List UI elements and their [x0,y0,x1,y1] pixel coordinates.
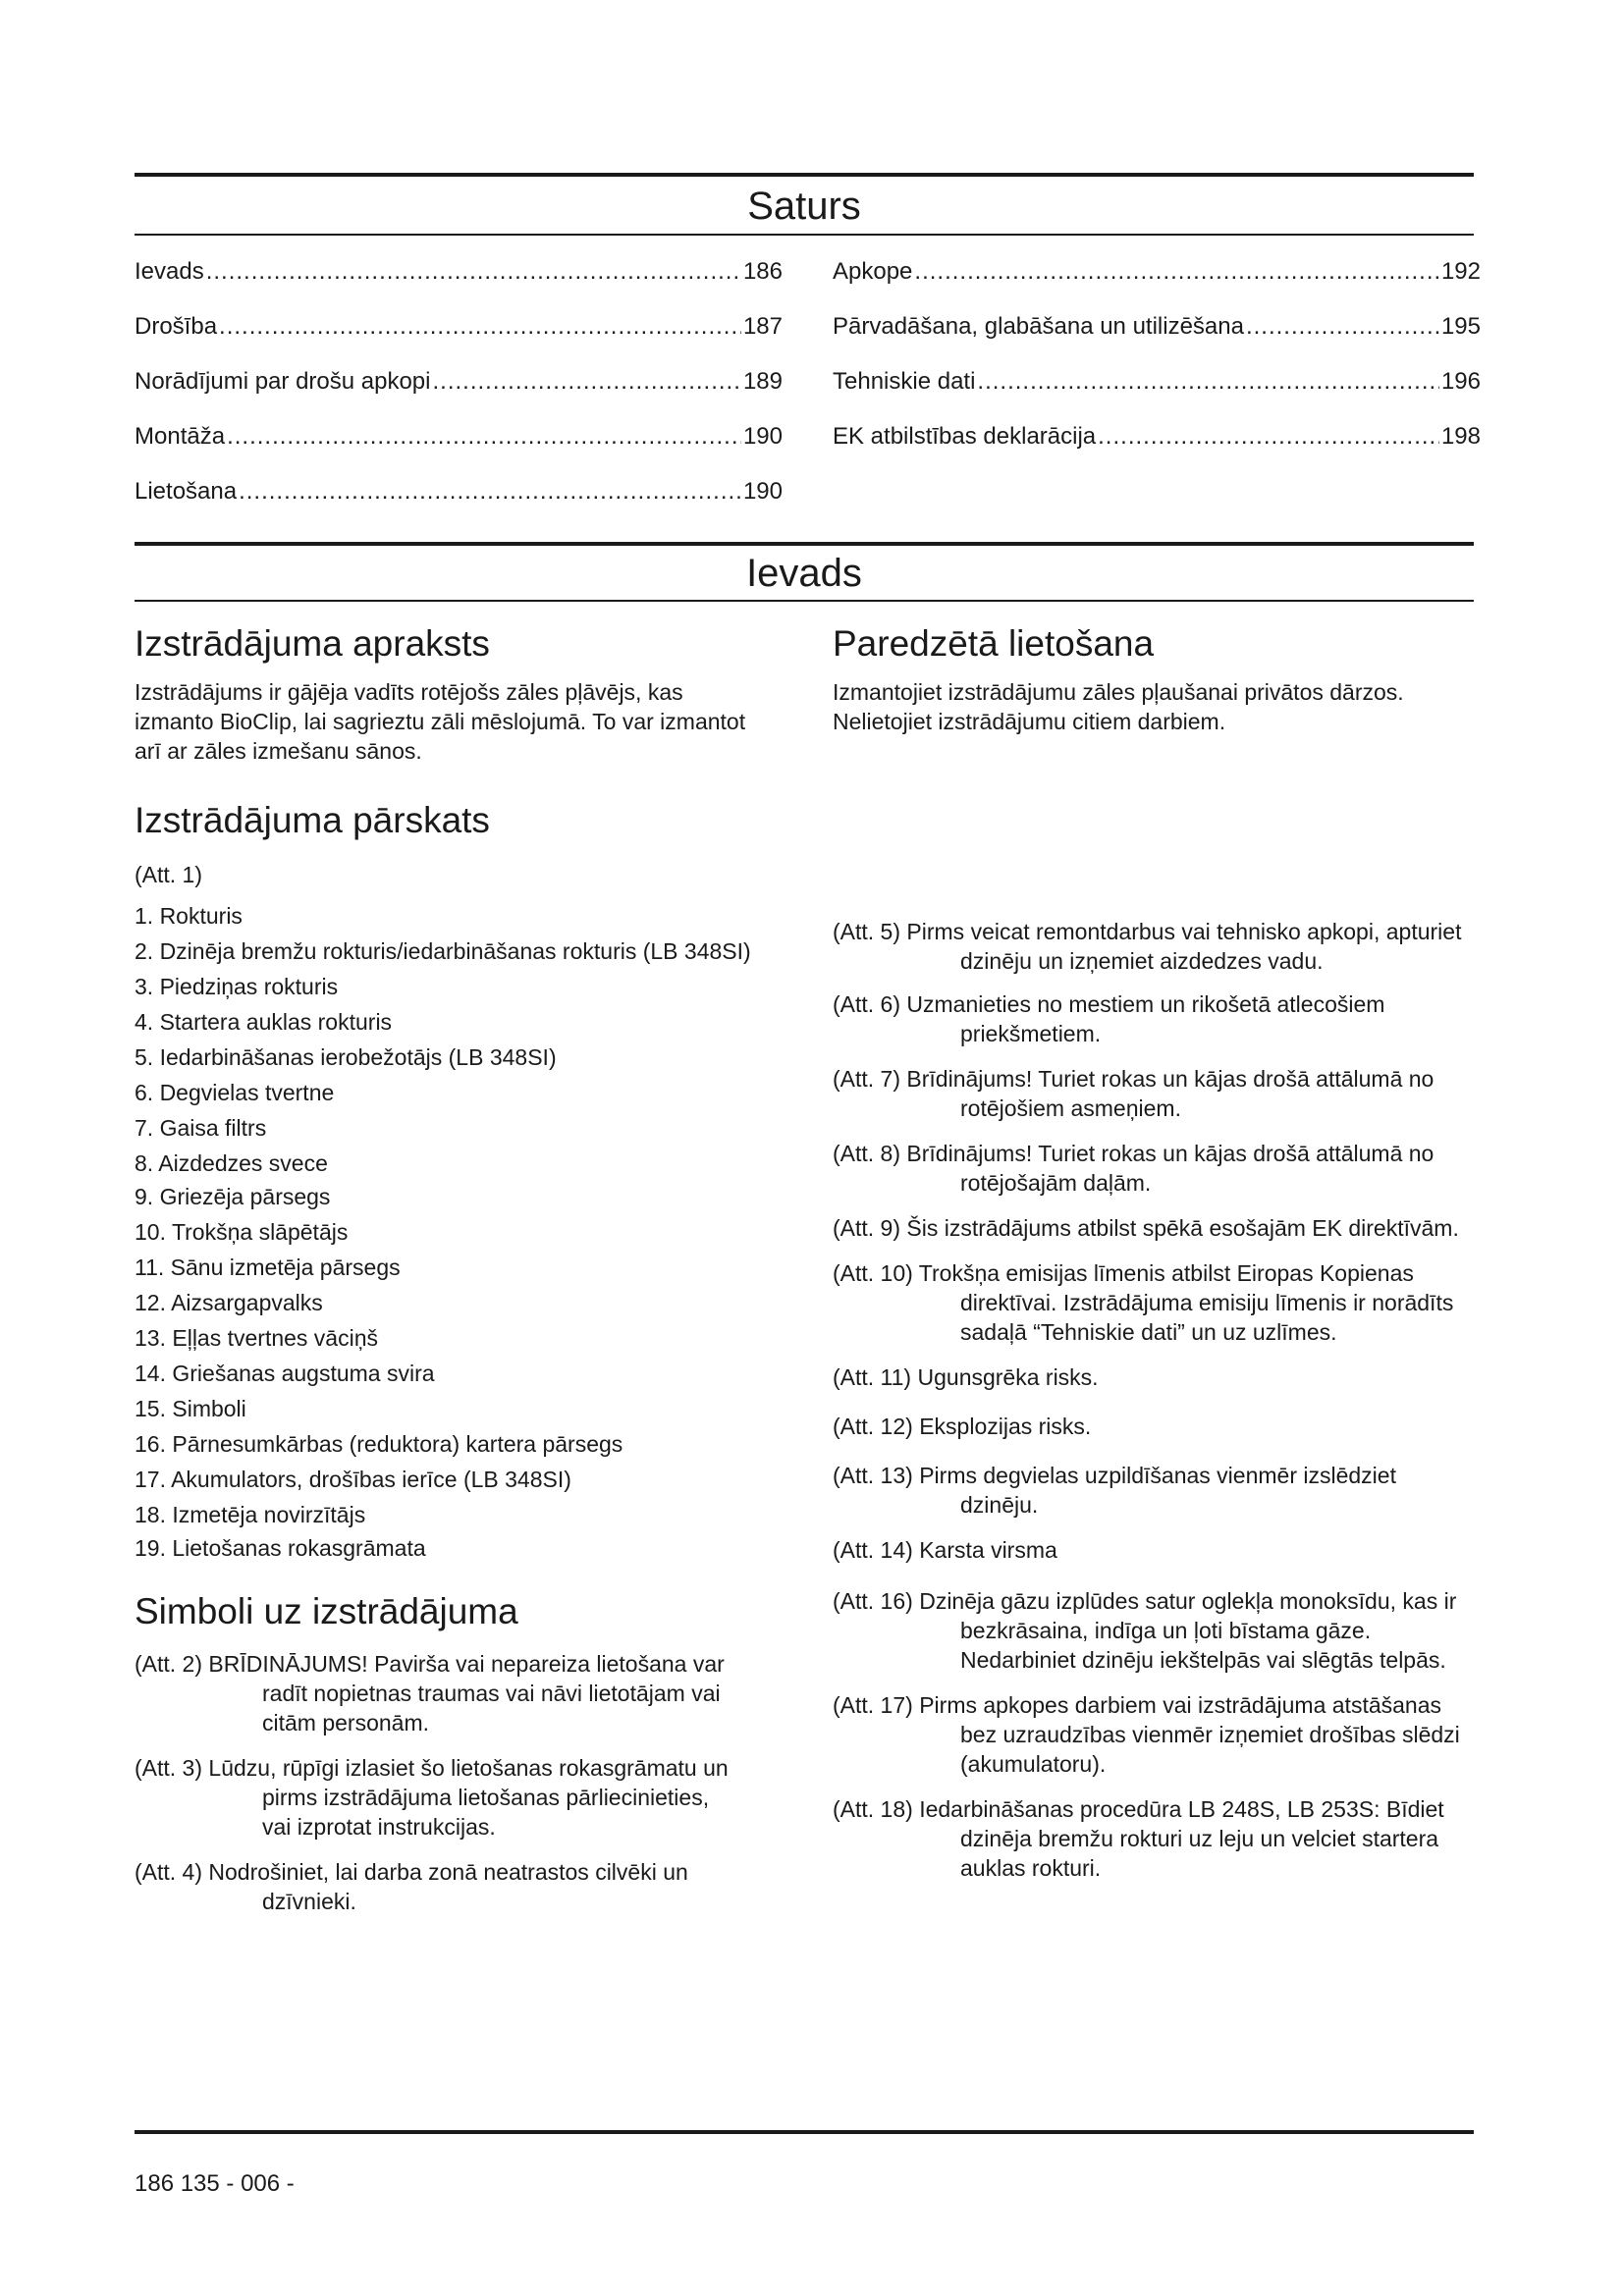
page-footer: 186 135 - 006 - [135,2170,295,2197]
toc-label: Apkope [833,258,913,285]
list-item: 7. Gaisa filtrs [135,1115,267,1141]
att-text: Dzinēja gāzu izplūdes satur oglekļa monoksīdu, kas ir bezkrāsaina, indīga un ļoti bīstama gāze. Nedarbiniet dzinēju iekštelpās vai slēgtās telpās. [919,1588,1457,1673]
toc-page: 189 [742,368,783,395]
toc-label: Norādījumi par drošu apkopi [135,368,431,395]
list-item: 13. Eļļas tvertnes vāciņš [135,1325,379,1351]
symbol-entry [833,1362,1476,1392]
list-item: 1. Rokturis [135,903,243,929]
toc-label: Montāža [135,423,226,450]
contents-bottom-rule [135,234,1474,236]
list-item: 15. Simboli [135,1396,246,1421]
toc-page: 198 [1440,423,1481,450]
toc-label: EK atbilstības deklarācija [833,423,1097,450]
symbol-entry [833,1064,1476,1123]
att-text: BRĪDINĀJUMS! Pavirša vai nepareiza lietošana var radīt nopietnas traumas vai nāvi lietotājam vai citām personām. [208,1651,725,1735]
toc-leader [227,422,741,452]
toc-entry-montaza[interactable] [135,422,783,452]
list-item: 8. Aizdedzes svece [135,1150,328,1176]
att-text: Uzmanieties no mestiem un rikošetā atlecošiem priekšmetiem. [906,991,1385,1046]
symbol-entry [833,989,1476,1048]
toc-label: Tehniskie dati [833,368,976,395]
contents-title: Saturs [747,185,861,228]
toc-leader [977,367,1439,397]
att-ref: (Att. 5) [833,919,901,944]
list-item: 12. Aizsargapvalks [135,1290,323,1315]
symbol-entry [833,1690,1476,1779]
toc-leader [206,257,741,287]
toc-page: 190 [742,423,783,450]
list-item: 16. Pārnesumkārbas (reduktora) kartera pārsegs [135,1431,623,1457]
list-item: 19. Lietošanas rokasgrāmata [135,1535,426,1561]
symbol-entry [833,1535,1476,1565]
footer-rule [135,2130,1474,2134]
intended-use-text: Izmantojiet izstrādājumu zāles pļaušanai privātos dārzos. Nelietojiet izstrādājumu citiem darbiem. [833,679,1404,734]
toc-leader [433,367,741,397]
intended-use-heading: Paredzētā lietošana [833,623,1155,664]
att-ref: (Att. 17) [833,1692,913,1718]
intro-top-rule [135,542,1474,546]
symbol-entry [833,1794,1476,1883]
att-text: Nodrošiniet, lai darba zonā neatrastos cilvēki un dzīvnieki. [208,1859,688,1914]
att-ref: (Att. 3) [135,1755,203,1781]
toc-entry-ievads[interactable] [135,257,783,287]
toc-entry-apkopi[interactable] [135,367,783,397]
symbol-entry [833,1258,1476,1347]
symbol-entry [833,1461,1476,1520]
left-column [135,622,763,1916]
toc-entry-tehniskie-dati[interactable] [833,367,1481,397]
toc-entry-drosiba[interactable] [135,312,783,342]
intro-title: Ievads [746,552,862,595]
toc-label: Pārvadāšana, glabāšana un utilizēšana [833,313,1244,340]
att-text: Karsta virsma [919,1537,1057,1563]
symbol-entry [135,1857,743,1916]
toc-entry-lietosana[interactable] [135,477,783,507]
att-ref: (Att. 13) [833,1463,913,1488]
list-item: 5. Iedarbināšanas ierobežotājs (LB 348SI) [135,1044,557,1070]
att-text: Lūdzu, rūpīgi izlasiet šo lietošanas rokasgrāmatu un pirms izstrādājuma lietošanas pārliecinieties, vai izprotat instrukcijas. [208,1755,729,1840]
toc-page: 187 [742,313,783,340]
toc-leader [219,312,741,342]
list-item: 14. Griešanas augstuma svira [135,1361,435,1386]
att-ref: (Att. 14) [833,1537,913,1563]
product-description-heading: Izstrādājuma apraksts [135,623,490,664]
att-text: Pirms degvielas uzpildīšanas vienmēr izslēdziet dzinēju. [919,1463,1396,1518]
list-item: 3. Piedziņas rokturis [135,974,339,999]
att-ref: (Att. 18) [833,1796,913,1822]
list-item: 10. Trokšņa slāpētājs [135,1219,349,1245]
symbol-entry [833,1139,1476,1198]
toc-page: 186 [742,258,783,285]
toc-entry-parvadasana[interactable] [833,312,1481,342]
list-item: 9. Griezēja pārsegs [135,1184,331,1209]
intro-bottom-rule [135,600,1474,602]
symbol-entry [833,1213,1476,1243]
product-description-text: Izstrādājums ir gājēja vadīts rotējošs zāles pļāvējs, kas izmanto BioClip, lai sagrieztu zāli mēslojumā. To var izmantot arī ar zāles izmešanu sānos. [135,679,746,764]
toc-label: Drošība [135,313,218,340]
att-ref: (Att. 10) [833,1260,913,1286]
att-text: Brīdinājums! Turiet rokas un kājas drošā attālumā no rotējošajām daļām. [906,1141,1435,1196]
right-column [833,622,1481,1881]
symbol-entry [135,1753,743,1842]
list-item: 11. Sānu izmetēja pārsegs [135,1255,401,1280]
att-text: Eksplozijas risks. [919,1414,1092,1439]
toc-page: 195 [1440,313,1481,340]
symbols-heading: Simboli uz izstrādājuma [135,1591,518,1631]
overview-heading: Izstrādājuma pārskats [135,800,490,840]
att-ref: (Att. 2) [135,1651,203,1677]
toc-label: Ievads [135,258,204,285]
contents-top-rule [135,173,1474,177]
list-item: 6. Degvielas tvertne [135,1080,335,1105]
list-item: 17. Akumulators, drošības ierīce (LB 348SI) [135,1467,571,1492]
overview-list [135,901,763,1563]
toc-leader [239,477,741,507]
overview-ref: (Att. 1) [135,862,203,887]
att-text: Pirms apkopes darbiem vai izstrādājuma atstāšanas bez uzraudzības vienmēr izņemiet drošības slēdzi (akumulatoru). [919,1692,1460,1777]
toc-label: Lietošana [135,478,238,505]
att-ref: (Att. 9) [833,1215,901,1241]
list-item: 18. Izmetēja novirzītājs [135,1502,366,1527]
list-item: 4. Startera auklas rokturis [135,1009,393,1035]
att-text: Pirms veicat remontdarbus vai tehnisko apkopi, apturiet dzinēju un izņemiet aizdedzes vadu. [906,919,1462,974]
att-text: Ugunsgrēka risks. [917,1364,1099,1390]
toc-page: 196 [1440,368,1481,395]
att-ref: (Att. 4) [135,1859,203,1885]
toc-entry-ek-deklaracija[interactable] [833,422,1481,452]
symbol-entry [833,1412,1476,1441]
toc-leader [1098,422,1439,452]
toc-entry-apkope[interactable] [833,257,1481,287]
att-ref: (Att. 16) [833,1588,913,1614]
toc-leader [1246,312,1439,342]
att-ref: (Att. 7) [833,1066,901,1092]
symbol-entry [135,1649,743,1737]
symbol-entry [833,917,1476,976]
att-text: Iedarbināšanas procedūra LB 248S, LB 253S: Bīdiet dzinēja bremžu rokturi uz leju un velciet startera auklas rokturi. [919,1796,1444,1881]
att-ref: (Att. 6) [833,991,901,1017]
att-ref: (Att. 11) [833,1364,912,1390]
att-ref: (Att. 8) [833,1141,901,1166]
symbols-left-list [135,1649,743,1916]
toc-leader [914,257,1439,287]
list-item: 2. Dzinēja bremžu rokturis/iedarbināšanas rokturis (LB 348SI) [135,938,751,964]
att-text: Brīdinājums! Turiet rokas un kājas drošā attālumā no rotējošiem asmeņiem. [906,1066,1435,1121]
att-ref: (Att. 12) [833,1414,913,1439]
att-text: Šis izstrādājums atbilst spēkā esošajām EK direktīvām. [906,1215,1459,1241]
symbol-entry [833,1586,1476,1675]
symbols-right-list [833,917,1476,1883]
toc-page: 190 [742,478,783,505]
att-text: Trokšņa emisijas līmenis atbilst Eiropas Kopienas direktīvai. Izstrādājuma emisiju līmenis ir norādīts sadaļā “Tehniskie dati” un uz uzlīmes. [918,1260,1454,1345]
toc-page: 192 [1440,258,1481,285]
